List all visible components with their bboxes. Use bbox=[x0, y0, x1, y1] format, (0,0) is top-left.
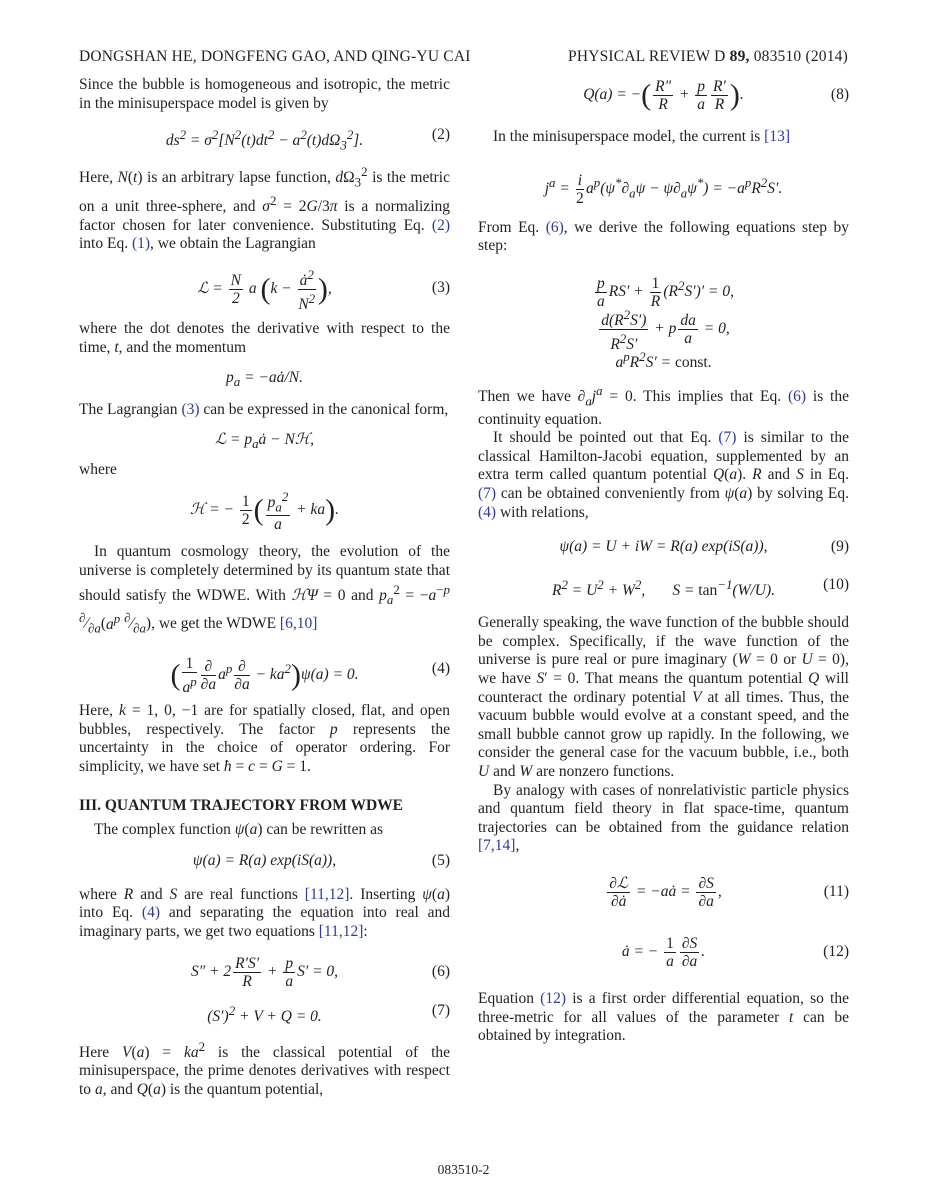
paragraph: Generally speaking, the wave function of the bubble should be complex. Specifically, if the wave function of the universe is pure real or pure imaginary (W = 0 or U = 0), we have S′ = 0. That means the quantum potential Q will counteract the ordinary potential V at all times. Thus, the vacuum bubble would evolve at a constant speed, and the small bubble cannot grow up rapidly. In the following, we consider the general case for the vacuum bubble, i.e., both U and W are nonzero functions. bbox=[478, 614, 849, 780]
eq-ref-link[interactable]: (4) bbox=[478, 503, 497, 521]
equation-momentum: $p_a$ = −aȧ/N. bbox=[226, 369, 303, 390]
equation-hamiltonian: ℋ = − $\frac{1}{2}$ ( $\frac{p_a^2}{a}$ + ka). bbox=[190, 489, 339, 534]
equation-number: (6) bbox=[431, 962, 450, 980]
equation-step-3: $a^pR^2S'$ = const. bbox=[615, 348, 712, 371]
paragraph: It should be pointed out that Eq. (7) is similar to the classical Hamilton-Jacobi equation, supplemented by an extra term called quantum potential Q(a). R and S in Eq. (7) can be obtained conveniently from ψ(a) by solving Eq. (4) with relations, bbox=[478, 429, 849, 521]
equation-number: (7) bbox=[431, 1001, 450, 1019]
citation-link[interactable]: [6,10] bbox=[279, 615, 318, 633]
equation-canonical: ℒ = $p_aȧ$ − Nℋ, bbox=[214, 430, 315, 451]
paragraph: Here, k = 1, 0, −1 are for spatially closed, flat, and open bubbles, respectively. The factor p represents the uncertainty in the choice of operator ordering. For simplicity, we have set ħ = c = G = 1. bbox=[79, 702, 451, 775]
eq-ref-link[interactable]: (12) bbox=[540, 989, 566, 1007]
citation-link[interactable]: [13] bbox=[764, 128, 790, 145]
paragraph: Here $V(a) = ka^2$ is the classical potential of the minisuperspace, the prime denotes derivatives with respect to a, and Q(a) is the quantum potential, bbox=[79, 1038, 451, 1098]
equation-step-1: $\frac{p}{a}$ RS′ + $\frac{1}{R}$ $(R^2S')' = 0$, bbox=[597, 274, 734, 310]
paragraph: In the minisuperspace model, the current is [13] bbox=[493, 128, 790, 145]
paragraph: From Eq. (6), we derive the following equations step by step: bbox=[478, 218, 849, 255]
equation-number: (5) bbox=[431, 851, 450, 869]
equation-number: (10) bbox=[823, 576, 849, 594]
equation-3: ℒ = $\frac{N}{2}$ a (k − $\frac{ȧ^2}{N^2}$ ), (3) bbox=[197, 266, 450, 314]
article-id: 083510 (2014) bbox=[753, 48, 848, 65]
paragraph: Equation (12) is a first order differential equation, so the three-metric for all values of the parameter t can be obtained by integration. bbox=[478, 989, 850, 1045]
equation-10: $R^2 = U^2 + W^2$, $S = \tan^{-1}(W/U)$. (10) bbox=[551, 576, 849, 600]
running-header-authors: DONGSHAN HE, DONGFENG GAO, AND QING-YU CAI bbox=[79, 48, 471, 65]
citation-link[interactable]: [11,12] bbox=[304, 885, 350, 903]
equation-number: (2) bbox=[431, 126, 450, 144]
equation-number: (8) bbox=[830, 86, 849, 103]
left-column bbox=[79, 76, 450, 1100]
paragraph: Then we have $\partial_aj^a = 0$. This implies that Eq. (6) is the continuity equation. bbox=[478, 382, 849, 428]
section-heading: III. QUANTUM TRAJECTORY FROM WDWE bbox=[79, 796, 403, 814]
paragraph: where R and S are real functions [11,12]. Inserting ψ(a) into Eq. (4) and separating the equation into real and imaginary parts, we get two equations [11,12]: bbox=[79, 885, 450, 940]
equation-number: (3) bbox=[431, 278, 450, 296]
equation-number: (12) bbox=[823, 942, 849, 960]
eq-ref-link[interactable]: (6) bbox=[787, 387, 807, 405]
eq-ref-link[interactable]: (4) bbox=[141, 904, 160, 922]
equation-9: ψ(a) = U + iW = R(a) exp(iS(a)), (9) bbox=[559, 538, 849, 556]
citation-link[interactable]: [11,12] bbox=[318, 922, 364, 940]
page-number: 083510-2 bbox=[437, 1162, 490, 1177]
eq-ref-link[interactable]: (6) bbox=[545, 218, 564, 236]
journal-name: PHYSICAL REVIEW D bbox=[568, 48, 726, 65]
equation-number: (11) bbox=[823, 882, 849, 900]
equation-5: ψ(a) = R(a) exp(iS(a)), (5) bbox=[192, 851, 450, 869]
equation-2: $ds^2 = \sigma^2[N^2(t)dt^2 - a^2(t)d\Omega_3^2]$. (2) bbox=[165, 126, 450, 153]
eq-ref-link[interactable]: (7) bbox=[718, 429, 737, 447]
equation-12: ȧ = − $\frac{1}{a}$ $\frac{\partial S}{\partial a}$ . (12) bbox=[478, 930, 849, 974]
citation-link[interactable]: [7,14] bbox=[478, 837, 516, 855]
paragraph: Since the bubble is homogeneous and isotropic, the metric in the minisuperspace model is given by bbox=[79, 76, 450, 112]
equation-number: (4) bbox=[431, 660, 450, 678]
equation-4: ( $\frac{1}{a^p}$ $\frac{\partial}{\partial a}$ $a^p$ $\frac{\partial}{\partial a}$ − $ka^2)\psi(a) = 0$. (4) bbox=[79, 646, 450, 692]
right-column bbox=[478, 76, 849, 1046]
eq-ref-link[interactable]: (7) bbox=[478, 485, 497, 502]
paragraph: By analogy with cases of nonrelativistic particle physics and quantum field theory in flat space-time, quantum trajectories can be obtained from the guidance relation [7,14], bbox=[478, 781, 849, 855]
paragraph: The complex function ψ(a) can be rewritten as bbox=[94, 821, 383, 839]
running-header-journal bbox=[568, 48, 848, 66]
paragraph: In quantum cosmology theory, the evolution of the universe is completely determined by its quantum state that should satisfy the WDWE. With ℋΨ = 0 and $p_a^2 = -a^{-p}$ $^\partial⁄_{\partial a}(a^p$ $^\partial⁄_{\partial a}$), we get the WDWE [6,10] bbox=[79, 543, 450, 636]
eq-ref-link[interactable]: (3) bbox=[181, 401, 200, 419]
equation-8: Q(a) = −( $\frac{R''}{R}$ + $\frac{p}{a}$ $\frac{R'}{R}$ ). (8) bbox=[478, 72, 849, 118]
paragraph: where bbox=[79, 460, 117, 478]
paragraph: Here, N(t) is an arbitrary lapse function, $d\Omega_3^2$ is the metric on a unit three-sphere, and $\sigma^2 = 2G/3\pi$ is a normalizing factor chosen for later convenience. Substituting Eq. (2) into Eq. (1), we obtain the Lagrangian bbox=[79, 164, 450, 253]
equation-11: $\frac{\text{∂ℒ}}{\partial ȧ}$ = −aȧ = $\frac{\partial S}{\partial a}$ , (11) bbox=[478, 870, 849, 914]
equation-current: $j^a$ = $\frac{i}{2}$ $a^p(\psi^*\partial_a\psi - \psi\partial_a\psi^*) = -a^pR^2S'$. bbox=[544, 171, 783, 207]
equation-step-2: $\frac{d(R^2S')}{R^2S'}$ + p $\frac{da}{a}$ = 0, bbox=[601, 306, 730, 354]
paragraph: The Lagrangian (3) can be expressed in the canonical form, bbox=[79, 401, 449, 419]
equation-number: (9) bbox=[830, 538, 849, 556]
journal-volume: 89, bbox=[729, 48, 750, 65]
eq-ref-link[interactable]: (2) bbox=[431, 216, 450, 234]
equation-7: $(S')^2 + V + Q = 0$. (7) bbox=[207, 1001, 450, 1025]
paragraph: where the dot denotes the derivative with respect to the time, t, and the momentum bbox=[79, 319, 450, 356]
eq-ref-link[interactable]: (1) bbox=[131, 235, 151, 253]
equation-6: S″ + 2 $\frac{R'S'}{R}$ + $\frac{p}{a}$ S′ = 0, (6) bbox=[79, 950, 450, 994]
